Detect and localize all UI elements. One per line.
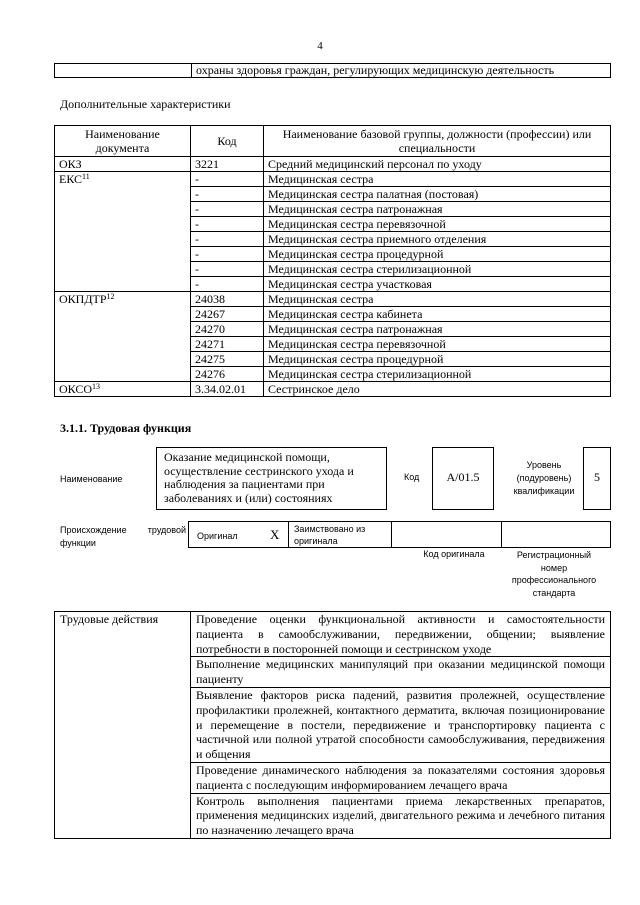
- code-cell: -: [191, 172, 264, 187]
- empty-cell: [55, 64, 192, 78]
- code-cell: -: [191, 262, 264, 277]
- section-title: 3.1.1. Трудовая функция: [60, 421, 192, 435]
- origin-label: Происхождение трудовой функции: [60, 525, 186, 548]
- code-cell: 24038: [191, 292, 264, 307]
- name-cell: Сестринское дело: [264, 382, 611, 397]
- divider: [391, 522, 392, 547]
- code-cell: 24276: [191, 367, 264, 382]
- name-cell: Средний медицинский персонал по уходу: [264, 157, 611, 172]
- original-mark: X: [270, 527, 280, 542]
- function-name-box: Оказание медицинской помощи, осуществление сестринского ухода и наблюдения за пациентами при заболеваниях и (или) состояниях: [156, 447, 387, 510]
- additional-table: [54, 125, 611, 397]
- name-cell: Медицинская сестра палатная (постовая): [264, 187, 611, 202]
- borrowed-label: Заимствовано из оригинала: [294, 524, 366, 546]
- table-row: [55, 292, 611, 307]
- doc-cell: [55, 292, 191, 382]
- origin-code-label: Код оригинала: [423, 549, 485, 559]
- action-item: Выявление факторов риска падений, развития пролежней, осуществление профилактики пролежней, контактного дерматита, включая позиционирование и перемещение в постели, передвижение и транспортировку пациента с частичной или полной утратой способности самообслуживания, передвижения и общения: [191, 687, 611, 762]
- name-cell: Медицинская сестра: [264, 172, 611, 187]
- action-item: Контроль выполнения пациентами приема лекарственных препаратов, применения медицинских изделий, двигательного режима и лечебного питания по назначению лечащего врача: [191, 793, 611, 838]
- level-label: Уровень (подуровень) квалификации: [513, 460, 575, 496]
- name-label: Наименование: [60, 474, 123, 484]
- name-cell: Медицинская сестра кабинета: [264, 307, 611, 322]
- code-cell: -: [191, 202, 264, 217]
- footnote-ref: 11: [82, 172, 90, 181]
- col-header-code: Код: [191, 126, 264, 157]
- name-cell: Медицинская сестра патронажная: [264, 322, 611, 337]
- continuation-text: охраны здоровья граждан, регулирующих медицинскую деятельность: [192, 64, 611, 78]
- code-cell: 3.34.02.01: [191, 382, 264, 397]
- code-cell: -: [191, 247, 264, 262]
- name-cell: Медицинская сестра участковая: [264, 277, 611, 292]
- name-cell: Медицинская сестра перевязочной: [264, 337, 611, 352]
- footnote-ref: 13: [92, 382, 101, 391]
- code-cell: -: [191, 187, 264, 202]
- table-row: [55, 64, 611, 78]
- name-cell: Медицинская сестра стерилизационной: [264, 262, 611, 277]
- code-cell: -: [191, 277, 264, 292]
- code-label: Код: [404, 472, 420, 482]
- page-number: 4: [317, 40, 323, 52]
- table-row: [55, 172, 611, 187]
- col-header-name: Наименование базовой группы, должности (профессии) или специальности: [264, 126, 611, 157]
- header-row: [55, 126, 611, 157]
- divider: [288, 522, 289, 547]
- divider: [501, 522, 502, 547]
- doc-name: ОКСО: [59, 382, 93, 396]
- name-cell: Медицинская сестра стерилизационной: [264, 367, 611, 382]
- name-cell: Медицинская сестра процедурной: [264, 352, 611, 367]
- original-label: Оригинал: [197, 531, 238, 541]
- code-cell: 24275: [191, 352, 264, 367]
- table-row: [55, 382, 611, 397]
- code-cell: 24267: [191, 307, 264, 322]
- doc-cell: [55, 157, 191, 172]
- actions-table: [54, 611, 611, 839]
- reg-number-label: Регистрационный номер профессионального стандарта: [511, 550, 597, 598]
- name-cell: Медицинская сестра приемного отделения: [264, 232, 611, 247]
- table-row: [55, 157, 611, 172]
- table-row: [55, 612, 611, 657]
- name-cell: Медицинская сестра перевязочной: [264, 217, 611, 232]
- action-item: Проведение оценки функциональной активности и самостоятельности пациента в самообслуживании, передвижении, общении; выявление потребности в посторонней помощи и сестринском уходе: [191, 612, 611, 657]
- action-item: Проведение динамического наблюдения за показателями состояния здоровья пациента с последующим информированием лечащего врача: [191, 762, 611, 793]
- doc-name: ОКЗ: [59, 157, 82, 171]
- action-item: Выполнение медицинских манипуляций при оказании медицинской помощи пациенту: [191, 657, 611, 688]
- code-cell: 3221: [191, 157, 264, 172]
- doc-cell: [55, 172, 191, 292]
- code-cell: 24271: [191, 337, 264, 352]
- code-cell: -: [191, 217, 264, 232]
- name-cell: Медицинская сестра процедурной: [264, 247, 611, 262]
- code-cell: 24270: [191, 322, 264, 337]
- additional-heading: Дополнительные характеристики: [60, 97, 231, 111]
- col-header-doc: Наименование документа: [55, 126, 191, 157]
- origin-row: [188, 521, 611, 548]
- doc-name: ОКПДТР: [59, 292, 107, 306]
- code-cell: -: [191, 232, 264, 247]
- name-cell: Медицинская сестра патронажная: [264, 202, 611, 217]
- footnote-ref: 12: [106, 292, 115, 301]
- doc-name: ЕКС: [59, 172, 83, 186]
- doc-cell: [55, 382, 191, 397]
- function-code-box: A/01.5: [432, 447, 494, 510]
- level-box: 5: [583, 447, 611, 510]
- name-cell: Медицинская сестра: [264, 292, 611, 307]
- continuation-table: [54, 63, 611, 78]
- actions-label: Трудовые действия: [55, 612, 191, 839]
